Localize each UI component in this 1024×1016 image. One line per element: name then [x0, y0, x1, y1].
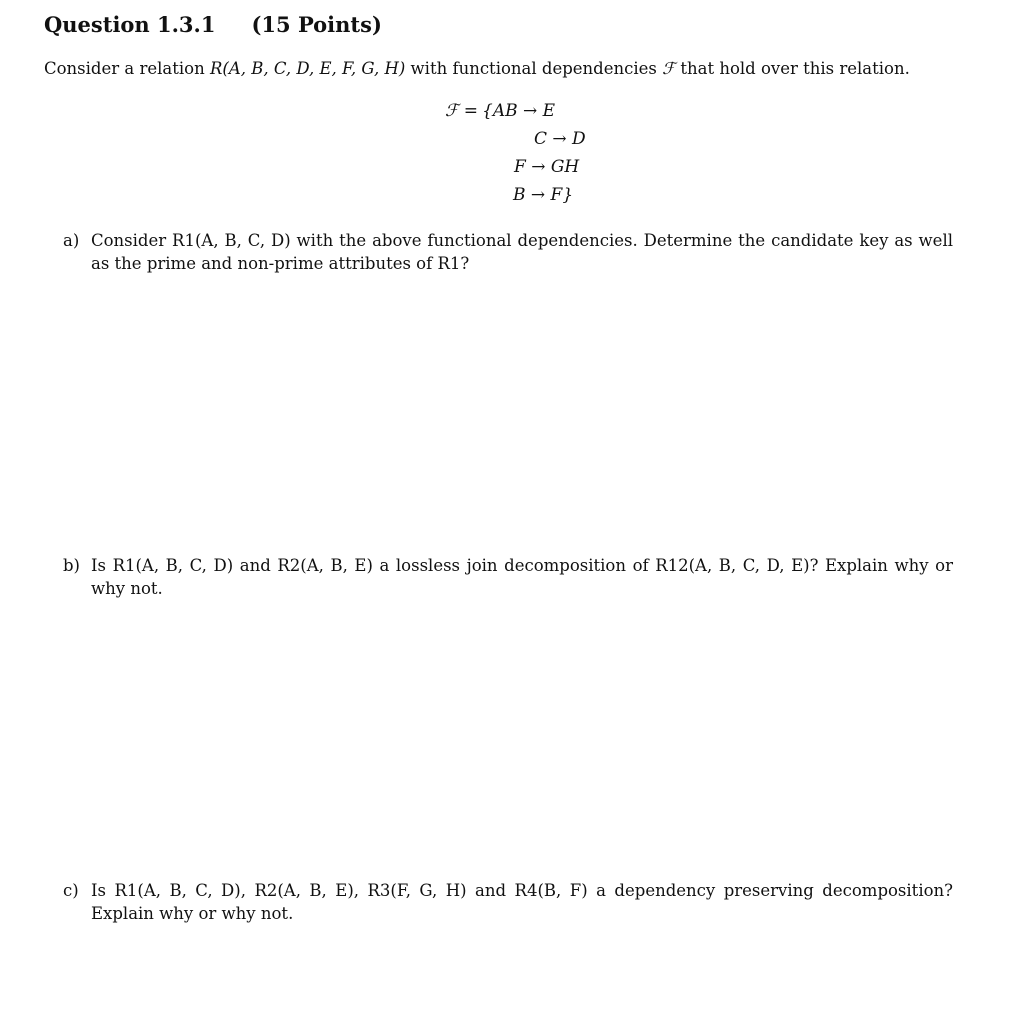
question-points: (15 Points)	[251, 12, 382, 37]
functional-dependency-set	[420, 97, 586, 209]
intro-paragraph	[44, 59, 910, 78]
question-header	[44, 12, 382, 37]
question-label: b)	[63, 556, 80, 575]
fd-set-symbol: ℱ	[662, 59, 676, 78]
question-a	[63, 229, 953, 275]
fd-line: C → D	[534, 129, 586, 149]
relation-schema: R(A, B, C, D, E, F, G, H)	[209, 59, 406, 78]
question-text: Consider R1(A, B, C, D) with the above functional dependencies. Determine the candidate key as well as the prime and non-prime attributes of R1?	[91, 231, 953, 273]
question-text: Is R1(A, B, C, D) and R2(A, B, E) a lossless join decomposition of R12(A, B, C, D, E)? Explain why or why not.	[91, 556, 953, 598]
intro-suffix: that hold over this relation.	[675, 59, 910, 78]
intro-prefix: Consider a relation	[44, 59, 210, 78]
intro-middle: with functional dependencies	[405, 59, 663, 78]
question-b	[63, 554, 953, 600]
question-text: Is R1(A, B, C, D), R2(A, B, E), R3(F, G, H) and R4(B, F) a dependency preserving decomposition? Explain why or why not.	[91, 881, 953, 923]
fd-line: {AB → E	[482, 101, 556, 121]
question-label: a)	[63, 231, 80, 250]
question-c	[63, 879, 953, 925]
fd-line: B → F}	[513, 185, 574, 205]
fd-line: F → GH	[514, 157, 580, 177]
question-number: Question 1.3.1	[44, 12, 216, 37]
fd-set-lhs: ℱ =	[444, 101, 478, 121]
question-label: c)	[63, 881, 79, 900]
